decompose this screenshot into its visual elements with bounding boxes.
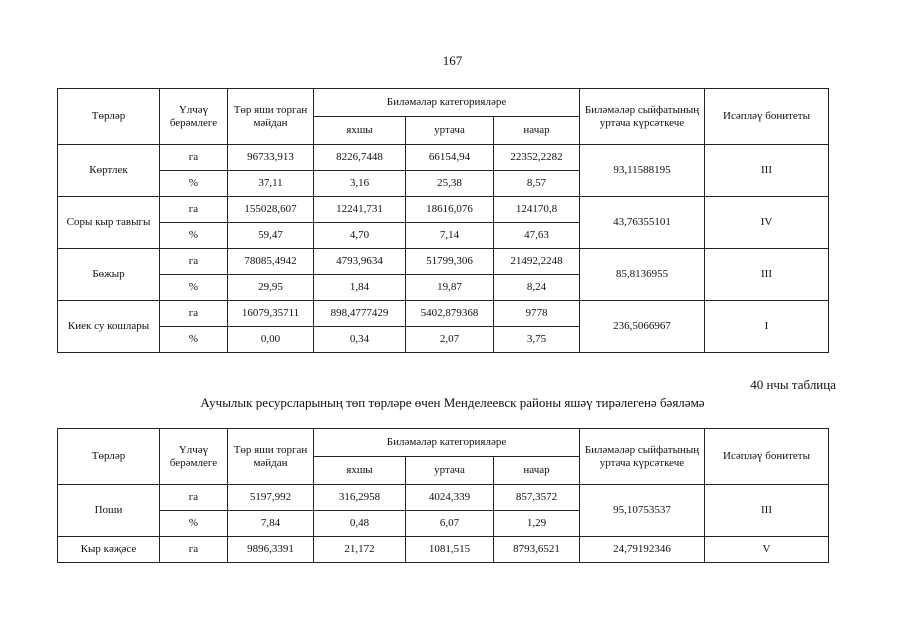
average-cell: 7,14 bbox=[406, 223, 494, 249]
header-quality: Биләмәләр сыйфатының уртача күрсәткече bbox=[580, 89, 705, 145]
unit-cell: % bbox=[160, 511, 228, 537]
unit-cell: га bbox=[160, 249, 228, 275]
poor-cell: 1,29 bbox=[494, 511, 580, 537]
header-unit: Үлчәү берәмлеге bbox=[160, 429, 228, 485]
average-cell: 19,87 bbox=[406, 275, 494, 301]
unit-cell: га bbox=[160, 485, 228, 511]
quality-cell: 24,79192346 bbox=[580, 537, 705, 563]
species-name: Поши bbox=[58, 485, 160, 537]
bonitet-cell: IV bbox=[705, 197, 829, 249]
good-cell: 8226,7448 bbox=[314, 145, 406, 171]
poor-cell: 8793,6521 bbox=[494, 537, 580, 563]
unit-cell: % bbox=[160, 275, 228, 301]
table-row bbox=[58, 485, 829, 511]
area-cell: 29,95 bbox=[228, 275, 314, 301]
header-unit: Үлчәү берәмлеге bbox=[160, 89, 228, 145]
poor-cell: 9778 bbox=[494, 301, 580, 327]
area-cell: 96733,913 bbox=[228, 145, 314, 171]
table-row bbox=[58, 301, 829, 327]
species-name: Киек су кошлары bbox=[58, 301, 160, 353]
header-types: Төрләр bbox=[58, 89, 160, 145]
bonitet-cell: III bbox=[705, 145, 829, 197]
table-row bbox=[58, 249, 829, 275]
species-name: Соры кыр тавыгы bbox=[58, 197, 160, 249]
header-average: уртача bbox=[406, 457, 494, 485]
header-poor: начар bbox=[494, 117, 580, 145]
poor-cell: 3,75 bbox=[494, 327, 580, 353]
good-cell: 316,2958 bbox=[314, 485, 406, 511]
area-cell: 0,00 bbox=[228, 327, 314, 353]
area-cell: 37,11 bbox=[228, 171, 314, 197]
header-area: Төр яши торган мәйдан bbox=[228, 429, 314, 485]
good-cell: 21,172 bbox=[314, 537, 406, 563]
poor-cell: 8,57 bbox=[494, 171, 580, 197]
table-title: Аучылык ресурсларының төп төрләре өчен Менделеевск районы яшәү тирәлегенә бәяләмә bbox=[200, 395, 705, 410]
area-cell: 155028,607 bbox=[228, 197, 314, 223]
poor-cell: 47,63 bbox=[494, 223, 580, 249]
bonitet-cell: III bbox=[705, 249, 829, 301]
area-cell: 5197,992 bbox=[228, 485, 314, 511]
header-categories: Биләмәләр категорияләре bbox=[314, 89, 580, 117]
table-label: 40 нчы таблица bbox=[750, 377, 836, 392]
average-cell: 18616,076 bbox=[406, 197, 494, 223]
bonitet-cell: III bbox=[705, 485, 829, 537]
area-cell: 16079,35711 bbox=[228, 301, 314, 327]
average-cell: 6,07 bbox=[406, 511, 494, 537]
table-row bbox=[58, 197, 829, 223]
area-cell: 9896,3391 bbox=[228, 537, 314, 563]
area-cell: 78085,4942 bbox=[228, 249, 314, 275]
quality-cell: 43,76355101 bbox=[580, 197, 705, 249]
header-categories: Биләмәләр категорияләре bbox=[314, 429, 580, 457]
good-cell: 1,84 bbox=[314, 275, 406, 301]
good-cell: 3,16 bbox=[314, 171, 406, 197]
header-bonitet: Исәпләү бонитеты bbox=[705, 429, 829, 485]
species-name: Бөжыр bbox=[58, 249, 160, 301]
header-good: яхшы bbox=[314, 457, 406, 485]
average-cell: 4024,339 bbox=[406, 485, 494, 511]
unit-cell: га bbox=[160, 301, 228, 327]
table-row bbox=[58, 145, 829, 171]
average-cell: 1081,515 bbox=[406, 537, 494, 563]
unit-cell: га bbox=[160, 537, 228, 563]
unit-cell: % bbox=[160, 171, 228, 197]
header-average: уртача bbox=[406, 117, 494, 145]
good-cell: 12241,731 bbox=[314, 197, 406, 223]
quality-cell: 95,10753537 bbox=[580, 485, 705, 537]
average-cell: 66154,94 bbox=[406, 145, 494, 171]
header-bonitet: Исәпләү бонитеты bbox=[705, 89, 829, 145]
bonitet-cell: I bbox=[705, 301, 829, 353]
habitat-table-2 bbox=[57, 428, 829, 563]
bonitet-cell: V bbox=[705, 537, 829, 563]
good-cell: 898,4777429 bbox=[314, 301, 406, 327]
unit-cell: % bbox=[160, 327, 228, 353]
species-name: Кыр кәҗәсе bbox=[58, 537, 160, 563]
poor-cell: 857,3572 bbox=[494, 485, 580, 511]
average-cell: 5402,879368 bbox=[406, 301, 494, 327]
header-good: яхшы bbox=[314, 117, 406, 145]
species-name: Көртлек bbox=[58, 145, 160, 197]
quality-cell: 236,5066967 bbox=[580, 301, 705, 353]
good-cell: 4793,9634 bbox=[314, 249, 406, 275]
poor-cell: 8,24 bbox=[494, 275, 580, 301]
poor-cell: 22352,2282 bbox=[494, 145, 580, 171]
good-cell: 0,34 bbox=[314, 327, 406, 353]
area-cell: 59,47 bbox=[228, 223, 314, 249]
habitat-table-1 bbox=[57, 88, 829, 353]
table-row bbox=[58, 537, 829, 563]
average-cell: 2,07 bbox=[406, 327, 494, 353]
header-area: Төр яши торган мәйдан bbox=[228, 89, 314, 145]
average-cell: 25,38 bbox=[406, 171, 494, 197]
poor-cell: 124170,8 bbox=[494, 197, 580, 223]
average-cell: 51799,306 bbox=[406, 249, 494, 275]
good-cell: 4,70 bbox=[314, 223, 406, 249]
unit-cell: га bbox=[160, 145, 228, 171]
page-number: 167 bbox=[442, 53, 463, 68]
header-types: Төрләр bbox=[58, 429, 160, 485]
quality-cell: 85,8136955 bbox=[580, 249, 705, 301]
quality-cell: 93,11588195 bbox=[580, 145, 705, 197]
area-cell: 7,84 bbox=[228, 511, 314, 537]
unit-cell: % bbox=[160, 223, 228, 249]
header-quality: Биләмәләр сыйфатының уртача күрсәткече bbox=[580, 429, 705, 485]
poor-cell: 21492,2248 bbox=[494, 249, 580, 275]
header-poor: начар bbox=[494, 457, 580, 485]
good-cell: 0,48 bbox=[314, 511, 406, 537]
unit-cell: га bbox=[160, 197, 228, 223]
